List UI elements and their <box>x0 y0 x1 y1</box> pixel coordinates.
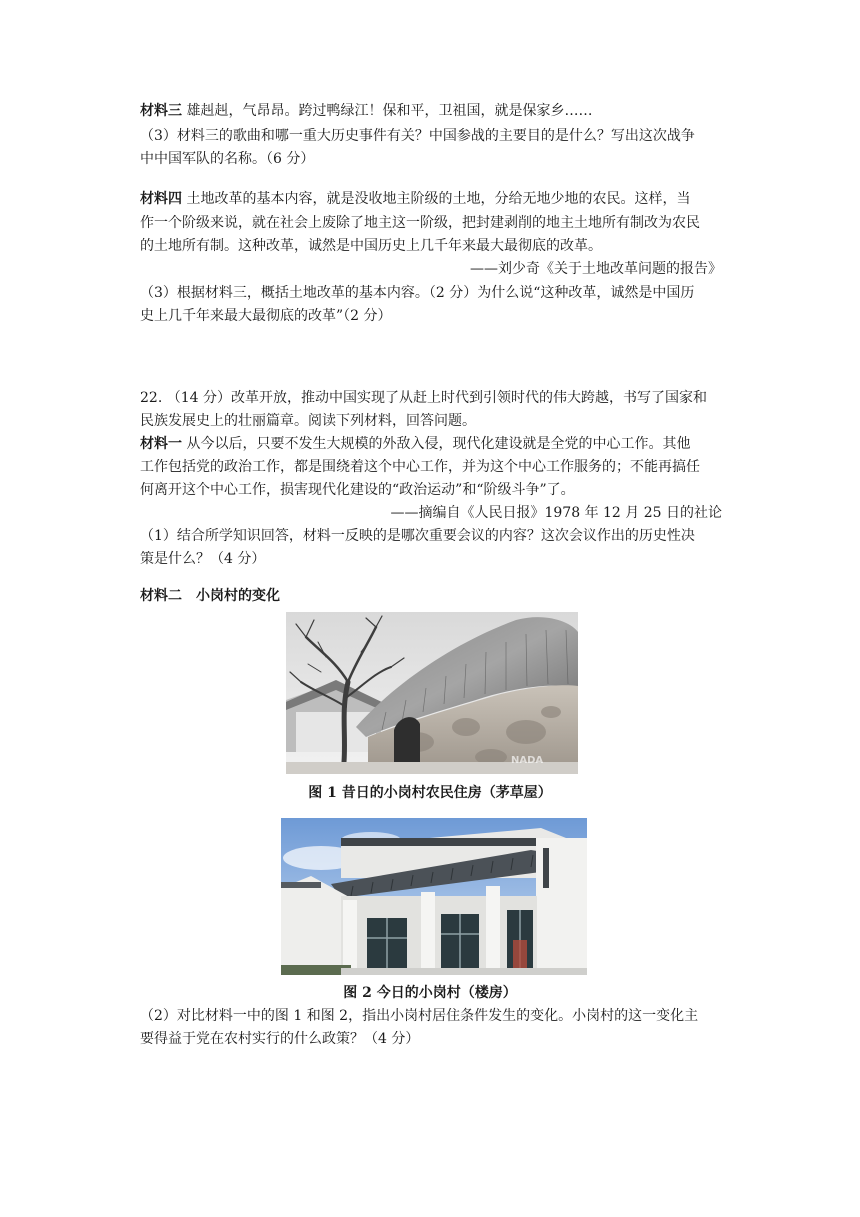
q22-question2-line2: 要得益于党在农村实行的什么政策？（4 分） <box>140 1031 420 1047</box>
material4-text-line1 <box>140 189 690 209</box>
thatched-house-photo <box>286 612 578 774</box>
q22-material1-line2: 工作包括党的政治工作，都是围绕着这个中心工作，并为这个中心工作服务的；不能再搞任 <box>140 459 700 475</box>
modern-building-photo <box>281 818 587 975</box>
q22-material1-label: 材料一 <box>140 436 182 452</box>
q22-question1-line1: （1）结合所学知识回答，材料一反映的是哪次重要会议的内容？这次会议作出的历史性决 <box>140 528 695 544</box>
q22-intro-line1: 22. （14 分）改革开放，推动中国实现了从赶上时代到引领时代的伟大跨越，书写了国家和 <box>140 390 707 406</box>
material4-text-line2: 作一个阶级来说，就在社会上废除了地主这一阶级，把封建剥削的地主土地所有制改为农民 <box>140 215 700 231</box>
material4-question-line2: 史上几千年来最大最彻底的改革”（2 分） <box>140 308 392 324</box>
material4-text-line3: 的土地所有制。这种改革，诚然是中国历史上几千年来最大最彻底的改革。 <box>140 238 602 254</box>
q22-material1-line1 <box>140 434 690 454</box>
material3-question-line1: （3）材料三的歌曲和哪一重大历史事件有关？中国参战的主要目的是什么？写出这次战争 <box>140 128 695 144</box>
material3-label: 材料三 <box>140 103 182 119</box>
material4-source: ——刘少奇《关于土地改革问题的报告》 <box>470 261 722 277</box>
q22-question1-line2: 策是什么？（4 分） <box>140 551 266 567</box>
q22-question2-line1: （2）对比材料一中的图 1 和图 2，指出小岗村居住条件发生的变化。小岗村的这一变化主 <box>140 1008 699 1024</box>
material4-label: 材料四 <box>140 191 182 207</box>
material4-text: 土地改革的基本内容，就是没收地主阶级的土地，分给无地少地的农民。这样，当 <box>186 191 691 207</box>
figure1-caption: 图 1 昔日的小岗村农民住房（茅草屋） <box>308 785 552 801</box>
material3-text-line <box>140 101 592 121</box>
q22-intro-line2: 民族发展史上的壮丽篇章。阅读下列材料，回答问题。 <box>140 413 476 429</box>
q22-material1-line3: 何离开这个中心工作，损害现代化建设的“政治运动”和“阶级斗争”了。 <box>140 482 575 498</box>
material4-question-line1: （3）根据材料三，概括土地改革的基本内容。（2 分）为什么说“这种改革，诚然是中国历 <box>140 285 695 301</box>
q22-material2-title: 材料二 小岗村的变化 <box>140 588 280 604</box>
photo-watermark: NADA <box>511 755 544 766</box>
q22-material1-text: 从今以后，只要不发生大规模的外敌入侵，现代化建设就是全党的中心工作。其他 <box>186 436 691 452</box>
figure2-caption: 图 2 今日的小岗村（楼房） <box>343 985 517 1001</box>
material3-question-line2: 中中国军队的名称。（6 分） <box>140 151 315 167</box>
q22-material1-source: ——摘编自《人民日报》1978 年 12 月 25 日的社论 <box>390 505 722 521</box>
material3-lyrics: 雄赳赳，气昂昂。跨过鸭绿江！保和平，卫祖国，就是保家乡…… <box>186 103 593 119</box>
